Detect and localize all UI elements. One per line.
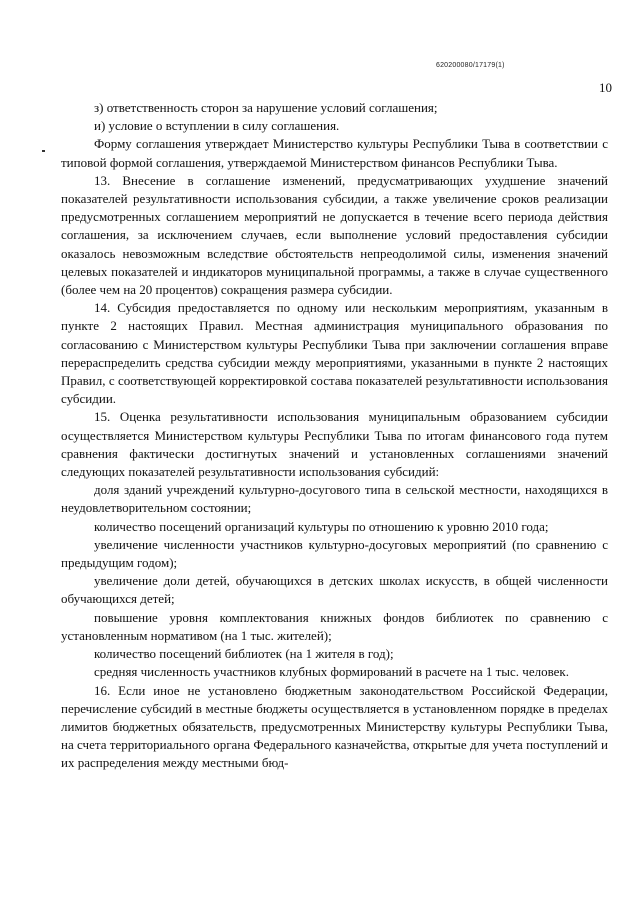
indicator-item: увеличение численности участников культурно-досуговых мероприятий (по сравнению с предыдущим годом); <box>61 536 608 571</box>
indicator-item: средняя численность участников клубных формирований в расчете на 1 тыс. человек. <box>94 664 569 680</box>
indicator-item: доля зданий учреждений культурно-досугового типа в сельской местности, находящихся в неудовлетворительном состоянии; <box>61 482 608 516</box>
paragraph-agreement-form: Форму соглашения утверждает Министерство культуры Республики Тыва в соответствии с типовой формой соглашения, утверждаемой Министерством финансов Республики Тыва. <box>61 136 608 170</box>
indicator-item: увеличение доли детей, обучающихся в детских школах искусств, в общей численности обучающихся детей; <box>61 573 608 607</box>
indicator-item: количество посещений организаций культуры по отношению к уровню 2010 года; <box>94 518 549 534</box>
paragraph-item-z: з) ответственность сторон за нарушение условий соглашения; <box>94 100 438 115</box>
paragraph-16: 16. Если иное не установлено бюджетным законодательством Российской Федерации, перечисление субсидий в местные бюджеты осуществляется в установленном порядке в пределах лимитов бюджетных обязательств, предусмотренных Министерству культуры Республики Тыва, на счета территориального органа Федерального казначейства, открытые для учета поступлений и их распределения между местными бюд- <box>61 682 608 771</box>
body-text <box>61 99 608 773</box>
paragraph-item-i: и) условие о вступлении в силу соглашения. <box>94 118 340 134</box>
indicator-item: количество посещений библиотек (на 1 жителя в год); <box>94 646 394 662</box>
paragraph-15: 15. Оценка результативности использования муниципальным образованием субсидии осуществляется Министерством культуры Республики Тыва по итогам финансового года путем сравнения фактически достигнутых значений и установленных соглашениями значений следующих показателей результативности использования субсидий: <box>61 409 608 480</box>
document-code: 620200080/17179(1) <box>436 62 505 69</box>
paragraph-13: 13. Внесение в соглашение изменений, предусматривающих ухудшение значений показателей результативности использования субсидии, а также увеличение сроков реализации предусмотренных соглашением мероприятий не допускается в течение всего периода действия соглашения, за исключением случаев, если выполнение условий предоставления субсидии оказалось невозможным вследствие обстоятельств непреодолимой силы, изменения значений целевых показателей и индикаторов муниципальной программы, а также в случае существенного (более чем на 20 процентов) сокращения размера субсидии. <box>61 172 608 298</box>
paragraph-14: 14. Субсидия предоставляется по одному или нескольким мероприятиям, указанным в пункте 2 настоящих Правил. Местная администрация муниципального образования по согласованию с Министерством культуры Республики Тыва при заключении соглашения вправе перераспределить средства субсидии между мероприятиями, указанными в пункте 2 настоящих Правил, с соответствующей корректировкой состава показателей результативности использования субсидии. <box>61 300 608 407</box>
scan-speck <box>42 150 45 152</box>
page-number: 10 <box>599 80 612 95</box>
indicator-item: повышение уровня комплектования книжных фондов библиотек по сравнению с установленным нормативом (на 1 тыс. жителей); <box>61 609 608 643</box>
